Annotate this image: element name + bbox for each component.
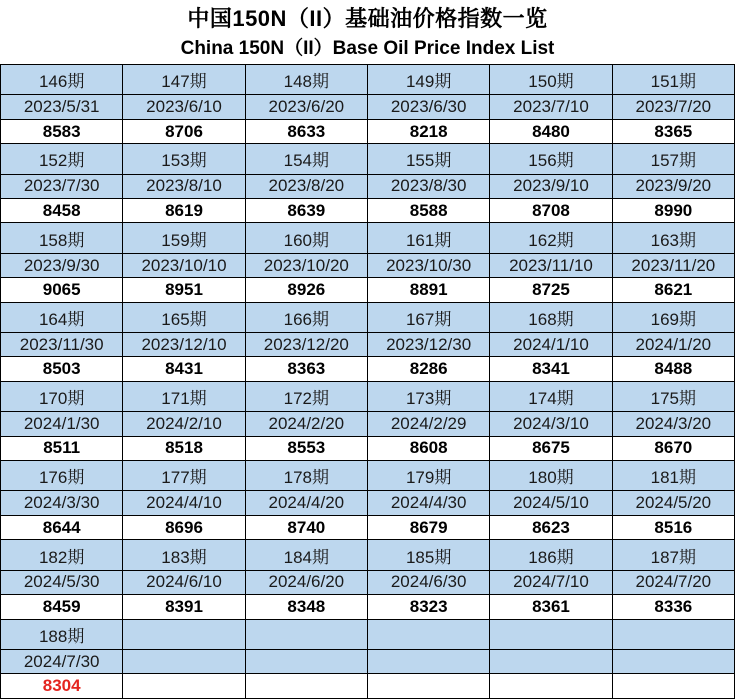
period-cell: 179期 [367,461,489,491]
period-cell: 161期 [367,223,489,253]
price-cell: 8588 [367,199,489,223]
period-cell: 147期 [123,65,245,95]
date-cell: 2023/6/10 [123,95,245,119]
price-cell: 9065 [1,278,123,302]
table-row [1,119,735,143]
date-cell: 2023/11/20 [612,253,734,277]
date-cell: 2023/7/10 [490,95,612,119]
period-cell: 185期 [367,540,489,570]
period-cell: 174期 [490,381,612,411]
price-cell: 8511 [1,436,123,460]
period-cell: 183期 [123,540,245,570]
period-cell [490,619,612,649]
date-cell: 2023/8/10 [123,174,245,198]
price-cell [245,674,367,699]
price-cell: 8323 [367,595,489,619]
price-cell: 8503 [1,357,123,381]
price-cell: 8488 [612,357,734,381]
period-cell: 155期 [367,144,489,174]
period-cell: 169期 [612,302,734,332]
table-row [1,333,735,357]
table-row [1,674,735,699]
price-cell: 8458 [1,199,123,223]
date-cell: 2024/5/10 [490,491,612,515]
price-cell: 8608 [367,436,489,460]
price-cell: 8218 [367,119,489,143]
period-cell: 167期 [367,302,489,332]
date-cell: 2023/10/10 [123,253,245,277]
price-cell: 8891 [367,278,489,302]
date-cell: 2023/7/20 [612,95,734,119]
period-cell: 177期 [123,461,245,491]
table-row [1,570,735,594]
period-cell: 181期 [612,461,734,491]
price-cell: 8391 [123,595,245,619]
date-cell: 2023/9/30 [1,253,123,277]
price-cell: 8670 [612,436,734,460]
period-cell [245,619,367,649]
date-cell: 2023/9/20 [612,174,734,198]
period-cell [612,619,734,649]
period-cell: 154期 [245,144,367,174]
price-cell: 8725 [490,278,612,302]
table-row [1,357,735,381]
date-cell: 2024/7/20 [612,570,734,594]
period-cell: 180期 [490,461,612,491]
period-cell: 184期 [245,540,367,570]
period-cell: 164期 [1,302,123,332]
date-cell [367,649,489,673]
period-cell: 186期 [490,540,612,570]
period-cell: 146期 [1,65,123,95]
price-cell: 8621 [612,278,734,302]
period-cell: 156期 [490,144,612,174]
price-cell: 8708 [490,199,612,223]
period-cell: 162期 [490,223,612,253]
price-cell: 8675 [490,436,612,460]
period-cell: 172期 [245,381,367,411]
price-cell: 8459 [1,595,123,619]
table-row [1,95,735,119]
period-cell: 152期 [1,144,123,174]
table-row [1,381,735,411]
period-cell: 168期 [490,302,612,332]
period-cell: 187期 [612,540,734,570]
table-row [1,515,735,539]
date-cell: 2023/8/30 [367,174,489,198]
period-cell: 178期 [245,461,367,491]
period-cell: 153期 [123,144,245,174]
price-cell: 8304 [1,674,123,699]
price-cell: 8633 [245,119,367,143]
date-cell: 2024/6/20 [245,570,367,594]
date-cell: 2024/3/30 [1,491,123,515]
price-cell: 8518 [123,436,245,460]
table-row [1,144,735,174]
period-cell: 149期 [367,65,489,95]
date-cell: 2024/3/20 [612,412,734,436]
price-cell: 8286 [367,357,489,381]
date-cell: 2023/7/30 [1,174,123,198]
table-row [1,491,735,515]
period-cell: 176期 [1,461,123,491]
date-cell: 2024/5/20 [612,491,734,515]
period-cell: 148期 [245,65,367,95]
table-row [1,436,735,460]
date-cell: 2023/11/10 [490,253,612,277]
page-header [0,0,735,64]
price-cell: 8990 [612,199,734,223]
period-cell: 165期 [123,302,245,332]
date-cell: 2024/4/30 [367,491,489,515]
period-cell: 158期 [1,223,123,253]
date-cell: 2024/6/30 [367,570,489,594]
table-row [1,619,735,649]
price-cell: 8361 [490,595,612,619]
price-table-body [1,65,735,699]
price-cell: 8623 [490,515,612,539]
date-cell: 2024/4/10 [123,491,245,515]
page-title-chinese: 中国150N（II）基础油价格指数一览 [187,6,548,31]
date-cell: 2024/3/10 [490,412,612,436]
period-cell: 163期 [612,223,734,253]
period-cell [367,619,489,649]
price-cell [123,674,245,699]
period-cell: 171期 [123,381,245,411]
table-row [1,649,735,673]
date-cell: 2023/6/30 [367,95,489,119]
date-cell: 2024/7/10 [490,570,612,594]
price-cell [612,674,734,699]
price-cell: 8553 [245,436,367,460]
date-cell: 2024/5/30 [1,570,123,594]
price-cell: 8639 [245,199,367,223]
date-cell: 2024/4/20 [245,491,367,515]
price-cell [367,674,489,699]
date-cell [612,649,734,673]
date-cell: 2023/10/20 [245,253,367,277]
table-row [1,540,735,570]
date-cell: 2023/10/30 [367,253,489,277]
price-cell: 8348 [245,595,367,619]
price-cell: 8341 [490,357,612,381]
price-cell: 8619 [123,199,245,223]
date-cell: 2024/1/10 [490,333,612,357]
price-cell: 8951 [123,278,245,302]
period-cell: 188期 [1,619,123,649]
table-row [1,278,735,302]
price-cell: 8365 [612,119,734,143]
price-cell: 8480 [490,119,612,143]
date-cell [490,649,612,673]
page-title-english: China 150N（II）Base Oil Price Index List [180,38,555,59]
period-cell [123,619,245,649]
price-cell: 8696 [123,515,245,539]
period-cell: 160期 [245,223,367,253]
date-cell: 2024/2/29 [367,412,489,436]
table-row [1,461,735,491]
date-cell: 2024/1/20 [612,333,734,357]
date-cell: 2024/7/30 [1,649,123,673]
price-cell: 8644 [1,515,123,539]
date-cell: 2023/12/10 [123,333,245,357]
price-cell: 8679 [367,515,489,539]
price-index-table [0,64,735,699]
date-cell: 2024/2/20 [245,412,367,436]
table-row [1,412,735,436]
period-cell: 151期 [612,65,734,95]
table-row [1,174,735,198]
date-cell: 2024/1/30 [1,412,123,436]
price-cell: 8583 [1,119,123,143]
period-cell: 159期 [123,223,245,253]
price-cell: 8363 [245,357,367,381]
period-cell: 166期 [245,302,367,332]
date-cell [123,649,245,673]
table-row [1,65,735,95]
table-row [1,595,735,619]
date-cell: 2023/6/20 [245,95,367,119]
period-cell: 150期 [490,65,612,95]
date-cell: 2023/12/30 [367,333,489,357]
date-cell: 2024/6/10 [123,570,245,594]
period-cell: 157期 [612,144,734,174]
price-cell: 8740 [245,515,367,539]
period-cell: 175期 [612,381,734,411]
period-cell: 182期 [1,540,123,570]
period-cell: 173期 [367,381,489,411]
date-cell: 2023/12/20 [245,333,367,357]
date-cell [245,649,367,673]
price-cell: 8706 [123,119,245,143]
table-row [1,223,735,253]
date-cell: 2023/9/10 [490,174,612,198]
date-cell: 2023/5/31 [1,95,123,119]
table-row [1,302,735,332]
price-cell: 8431 [123,357,245,381]
price-cell: 8516 [612,515,734,539]
price-cell: 8926 [245,278,367,302]
period-cell: 170期 [1,381,123,411]
date-cell: 2023/11/30 [1,333,123,357]
price-cell: 8336 [612,595,734,619]
date-cell: 2024/2/10 [123,412,245,436]
table-row [1,253,735,277]
date-cell: 2023/8/20 [245,174,367,198]
price-cell [490,674,612,699]
table-row [1,199,735,223]
